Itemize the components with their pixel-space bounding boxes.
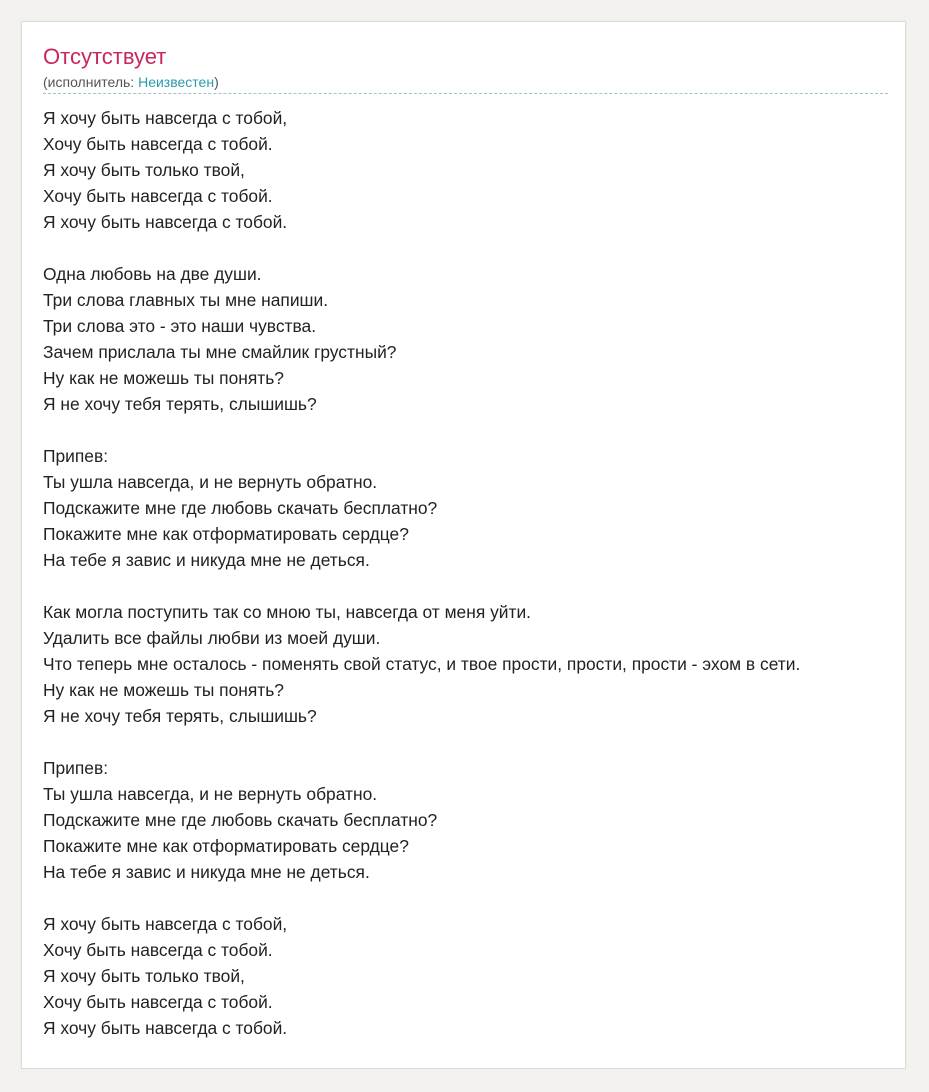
lyrics-line: На тебе я завис и никуда мне не деться.	[43, 550, 370, 570]
lyrics-line: Хочу быть навсегда с тобой.	[43, 186, 273, 206]
lyrics-line: Я хочу быть навсегда с тобой,	[43, 914, 288, 934]
lyrics-line: Ну как не можешь ты понять?	[43, 680, 284, 700]
lyrics-line: Три слова это - это наши чувства.	[43, 316, 317, 336]
artist-prefix: (исполнитель:	[43, 74, 139, 90]
lyrics-line: Покажите мне как отформатировать сердце?	[43, 836, 409, 856]
lyrics-stanza	[43, 105, 929, 235]
lyrics-line: Я хочу быть навсегда с тобой.	[43, 1018, 288, 1038]
lyrics-stanza	[43, 443, 929, 573]
lyrics-line: Покажите мне как отформатировать сердце?	[43, 524, 409, 544]
song-title: Отсутствует	[43, 44, 167, 69]
lyrics-stanza	[43, 599, 929, 729]
lyrics-line: Припев:	[43, 446, 109, 466]
lyrics-line: Как могла поступить так со мною ты, навсегда от меня уйти.	[43, 602, 532, 622]
lyrics-stanza	[43, 911, 929, 1041]
lyrics-line: Ну как не можешь ты понять?	[43, 368, 284, 388]
artist-suffix: )	[214, 74, 219, 90]
lyrics-line: Ты ушла навсегда, и не вернуть обратно.	[43, 784, 378, 804]
lyrics-line: Зачем прислала ты мне смайлик грустный?	[43, 342, 397, 362]
artist-name: Неизвестен	[138, 74, 215, 90]
lyrics-line: Я не хочу тебя терять, слышишь?	[43, 706, 317, 726]
lyrics-text	[43, 105, 929, 1041]
lyrics-line: Ты ушла навсегда, и не вернуть обратно.	[43, 472, 378, 492]
lyrics-stanza	[43, 755, 929, 885]
title-divider	[43, 93, 888, 94]
lyrics-line: Я не хочу тебя терять, слышишь?	[43, 394, 317, 414]
lyrics-line: Хочу быть навсегда с тобой.	[43, 992, 273, 1012]
lyrics-line: Хочу быть навсегда с тобой.	[43, 134, 273, 154]
lyrics-line: Я хочу быть только твой,	[43, 966, 245, 986]
lyrics-line: Я хочу быть навсегда с тобой,	[43, 108, 288, 128]
lyrics-line: Удалить все файлы любви из моей души.	[43, 628, 381, 648]
lyrics-line: Подскажите мне где любовь скачать бесплатно?	[43, 810, 438, 830]
lyrics-line: Одна любовь на две души.	[43, 264, 262, 284]
lyrics-line: Подскажите мне где любовь скачать бесплатно?	[43, 498, 438, 518]
lyrics-line: Припев:	[43, 758, 109, 778]
lyrics-line: Я хочу быть навсегда с тобой.	[43, 212, 288, 232]
lyrics-line: Хочу быть навсегда с тобой.	[43, 940, 273, 960]
artist-line	[43, 73, 219, 91]
lyrics-line: На тебе я завис и никуда мне не деться.	[43, 862, 370, 882]
lyrics-line: Что теперь мне осталось - поменять свой статус, и твое прости, прости, прости - эхом в сети.	[43, 654, 801, 674]
lyrics-stanza	[43, 261, 929, 417]
lyrics-card	[21, 21, 906, 1069]
lyrics-line: Я хочу быть только твой,	[43, 160, 245, 180]
lyrics-line: Три слова главных ты мне напиши.	[43, 290, 329, 310]
